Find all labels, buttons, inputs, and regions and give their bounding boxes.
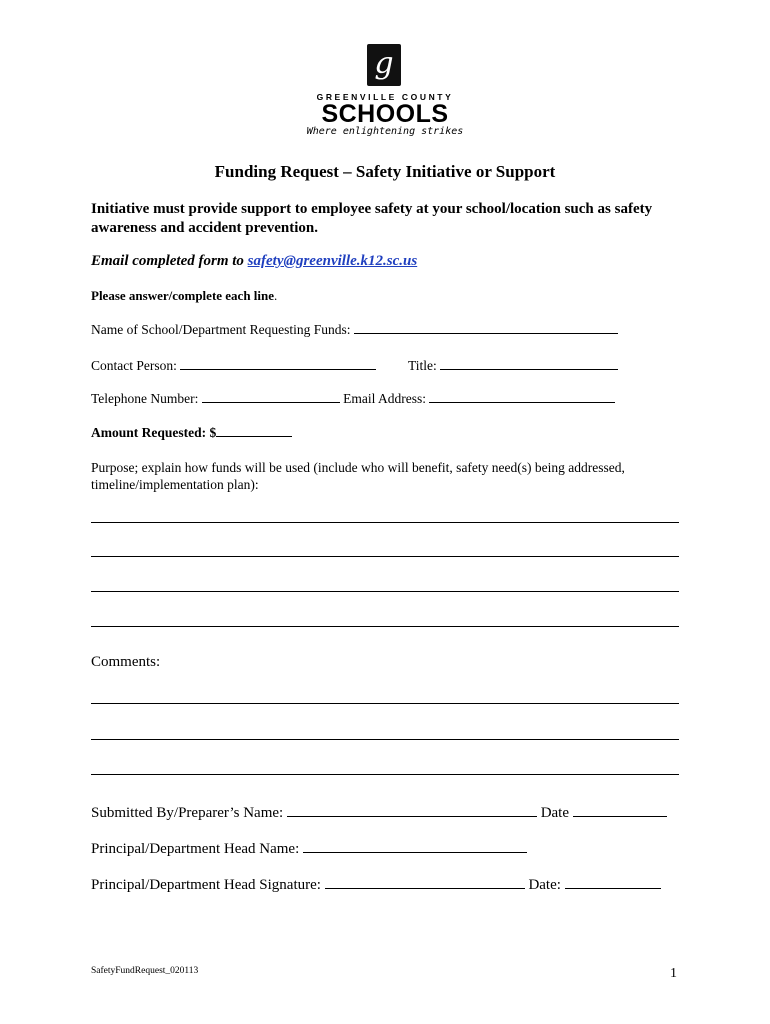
purpose-line-1[interactable] xyxy=(91,522,679,523)
comments-line-2[interactable] xyxy=(91,739,679,740)
phone-label: Telephone Number: xyxy=(91,391,199,406)
comments-line-1[interactable] xyxy=(91,703,679,704)
email-label: Email Address: xyxy=(343,391,427,406)
principal-sig-label: Principal/Department Head Signature: xyxy=(91,877,321,893)
amount-field[interactable] xyxy=(216,424,292,437)
date-label-2: Date: xyxy=(528,877,561,893)
principal-name-field[interactable] xyxy=(303,840,527,853)
logo-mark xyxy=(367,44,401,86)
footer-code: SafetyFundRequest_020113 xyxy=(91,966,199,976)
email-field[interactable] xyxy=(429,390,615,403)
title-field[interactable] xyxy=(440,357,618,370)
comments-label: Comments: xyxy=(91,654,161,670)
logo-line2: SCHOOLS xyxy=(321,100,449,128)
contact-field[interactable] xyxy=(180,357,376,370)
instruction-text: Please answer/complete each line xyxy=(91,288,275,303)
phone-row xyxy=(91,390,615,407)
school-label: Name of School/Department Requesting Funds: xyxy=(91,322,351,337)
contact-label: Contact Person: xyxy=(91,358,177,373)
logo-line1: GREENVILLE COUNTY xyxy=(316,92,454,102)
purpose-line-4[interactable] xyxy=(91,626,679,627)
logo-tagline: Where enlightening strikes xyxy=(306,126,464,137)
intro-text: Initiative must provide support to employee safety at your school/location such as safety awareness and accident prevention. xyxy=(91,201,653,236)
school-row xyxy=(91,321,618,338)
phone-field[interactable] xyxy=(202,390,340,403)
principal-sig-row xyxy=(91,876,661,894)
page-number: 1 xyxy=(670,966,677,981)
purpose-label: Purpose; explain how funds will be used (include who will benefit, safety need(s) being addressed, timeline/implementation plan): xyxy=(91,460,625,492)
purpose-line-3[interactable] xyxy=(91,591,679,592)
submitted-label: Submitted By/Preparer’s Name: xyxy=(91,805,284,821)
principal-sig-field[interactable] xyxy=(325,876,525,889)
date-label: Date xyxy=(540,805,570,821)
title-label: Title: xyxy=(408,358,437,373)
principal-name-label: Principal/Department Head Name: xyxy=(91,841,300,857)
comments-line-3[interactable] xyxy=(91,774,679,775)
instruction xyxy=(91,288,277,304)
email-link[interactable]: safety@greenville.k12.sc.us xyxy=(247,253,418,269)
title-row xyxy=(408,357,618,374)
principal-name-row xyxy=(91,840,527,858)
submitted-field[interactable] xyxy=(287,804,537,817)
amount-label: Amount Requested: $ xyxy=(91,425,217,440)
school-field[interactable] xyxy=(354,321,618,334)
purpose-line-2[interactable] xyxy=(91,556,679,557)
amount-row xyxy=(91,424,292,441)
email-prefix: Email completed form to xyxy=(91,253,248,269)
submitted-row xyxy=(91,804,667,822)
date-field[interactable] xyxy=(573,804,667,817)
email-instruction xyxy=(91,253,417,270)
contact-row xyxy=(91,357,376,374)
logo-mark-letter: g xyxy=(374,46,394,81)
instruction-period: . xyxy=(274,288,278,303)
page-title: Funding Request – Safety Initiative or Support xyxy=(214,162,556,181)
date-field-2[interactable] xyxy=(565,876,661,889)
